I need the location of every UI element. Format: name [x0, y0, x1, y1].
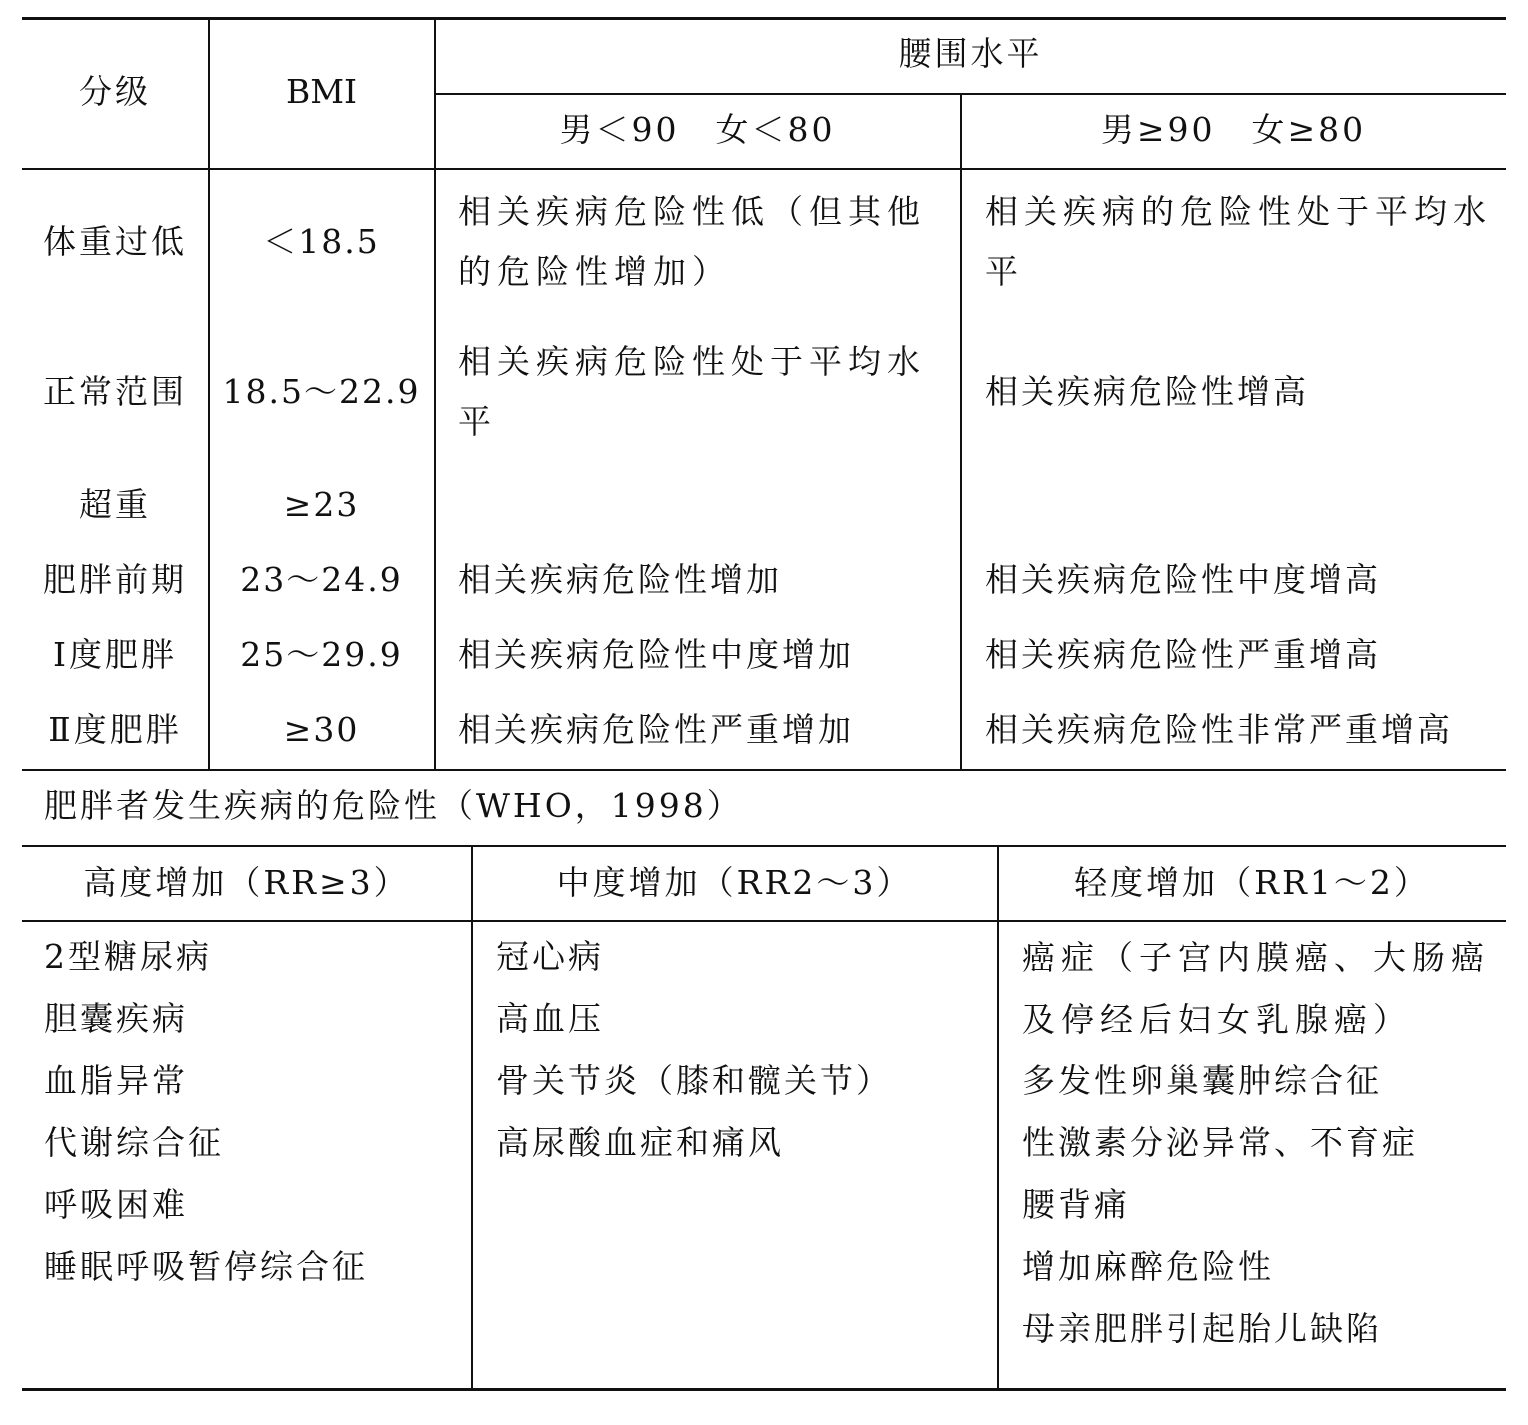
table1-col-divider-3: [960, 94, 962, 770]
high-disease-item: 2型糖尿病: [44, 937, 212, 976]
row5-grade: Ⅰ度肥胖: [52, 635, 178, 674]
table2-col-divider-2: [997, 846, 999, 1389]
header-high-increase: 高度增加（RR≥3）: [83, 863, 410, 902]
table-caption: 肥胖者发生疾病的危险性（WHO，1998）: [44, 786, 743, 825]
high-disease-item: 代谢综合征: [44, 1123, 224, 1162]
row1-low: 相关疾病危险性低（但其他的危险性增加）: [458, 192, 926, 291]
row2-bmi: 18.5～22.9: [222, 372, 421, 411]
row6-high: 相关疾病危险性非常严重增高: [985, 710, 1453, 749]
high-disease-item: 睡眠呼吸暂停综合征: [44, 1247, 368, 1286]
row1-grade: 体重过低: [43, 222, 187, 261]
high-disease-item: 呼吸困难: [44, 1185, 188, 1224]
header-moderate-increase: 中度增加（RR2～3）: [556, 863, 913, 902]
table2-col-divider-1: [471, 846, 473, 1389]
mild-disease-item: 母亲肥胖引起胎儿缺陷: [1022, 1309, 1382, 1348]
header-waist-high: 男≥90 女≥80: [1100, 110, 1367, 149]
table1-bottom-rule: [22, 769, 1506, 771]
mild-disease-item: 癌症（子宫内膜癌、大肠癌及停经后妇女乳腺癌）: [1022, 938, 1490, 1039]
row2-high: 相关疾病危险性增高: [985, 372, 1309, 411]
row1-bmi: ＜18.5: [263, 222, 380, 261]
header-bmi: BMI: [285, 72, 358, 111]
table2-bottom-rule: [22, 1388, 1506, 1391]
table1-top-rule: [22, 17, 1506, 20]
row6-grade: Ⅱ度肥胖: [48, 710, 182, 749]
row3-bmi: ≥23: [283, 485, 360, 524]
header-waist-low: 男＜90 女＜80: [559, 110, 836, 149]
row4-bmi: 23～24.9: [240, 560, 403, 599]
mild-disease-item: 腰背痛: [1022, 1185, 1130, 1224]
moderate-disease-item: 高尿酸血症和痛风: [496, 1123, 784, 1162]
row3-grade: 超重: [79, 485, 151, 524]
row5-bmi: 25～29.9: [240, 635, 403, 674]
table2-top-rule: [22, 845, 1506, 847]
row4-grade: 肥胖前期: [43, 560, 187, 599]
table2-header-bottom-rule: [22, 920, 1506, 922]
row5-low: 相关疾病危险性中度增加: [458, 635, 854, 674]
moderate-disease-item: 骨关节炎（膝和髋关节）: [496, 1061, 892, 1100]
row5-high: 相关疾病危险性严重增高: [985, 635, 1381, 674]
table1-subheader-rule: [435, 93, 1506, 95]
row1-high: 相关疾病的危险性处于平均水平: [985, 192, 1492, 291]
header-mild-increase: 轻度增加（RR1～2）: [1074, 863, 1430, 902]
row6-low: 相关疾病危险性严重增加: [458, 710, 854, 749]
header-waist: 腰围水平: [898, 34, 1043, 73]
high-disease-item: 胆囊疾病: [44, 999, 188, 1038]
header-grade: 分级: [79, 72, 151, 111]
mild-disease-item: 多发性卵巢囊肿综合征: [1022, 1061, 1382, 1100]
mild-disease-item: 增加麻醉危险性: [1022, 1247, 1274, 1286]
row4-low: 相关疾病危险性增加: [458, 560, 782, 599]
mild-disease-item: 性激素分泌异常、不育症: [1022, 1123, 1418, 1162]
high-disease-item: 血脂异常: [44, 1061, 188, 1100]
row6-bmi: ≥30: [283, 710, 360, 749]
table1-header-bottom-rule: [22, 168, 1506, 170]
row2-low: 相关疾病危险性处于平均水平: [458, 342, 926, 441]
moderate-disease-item: 高血压: [496, 999, 604, 1038]
row2-grade: 正常范围: [43, 372, 187, 411]
moderate-disease-item: 冠心病: [496, 937, 604, 976]
row4-high: 相关疾病危险性中度增高: [985, 560, 1381, 599]
